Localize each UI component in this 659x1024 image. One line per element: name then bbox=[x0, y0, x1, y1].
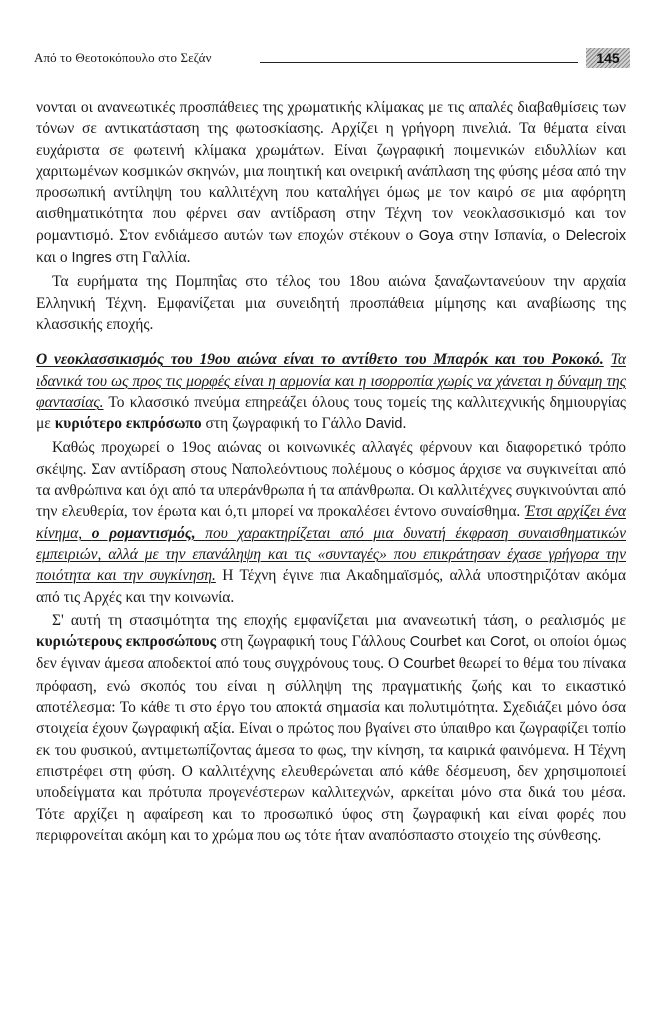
neoclassicism-lead: Ο νεοκλασσικισμός του 19ου αιώνα είναι το αντίθετο του Μπαρόκ και του Ροκοκό. bbox=[36, 351, 604, 369]
header-rule bbox=[260, 62, 578, 63]
paragraph-4: Καθώς προχωρεί ο 19ος αιώνας οι κοινωνικές αλλαγές φέρνουν και διαφορετικό τρόπο σκέψης. Σαν αντίδραση στους Ναπολεόντιους πολέμους ο κόσμος άρχισε να συγκινείται από τα ανθρώπινα και όχι από τα υπεράνθρωπα ή τα απάνθρωπα. Οι καλλιτέχνες συγκινούνται από την ελευθερία, τον έρωτα και ό,τι μπορεί να προκαλέσει έντονο συναίσθημα. Έτσι αρχίζει ένα κίνημα, ο ρομαντισμός, που χαρακτηρίζεται από μια δυνατή έκφραση συναισθηματικών εμπειριών, αλλά με την επανάληψη και τις «συνταγές» που επικράτησαν έχασε γρήγορα την ποιότητα και την συγκίνηση. Η Τέχνη έγινε πια Ακαδημαϊσμός, αλλά υποστηριζόταν ακόμα από τις Αρχές και την κοινωνία. bbox=[36, 439, 627, 606]
paragraph-1: νονται οι ανανεωτικές προσπάθειες της χρωματικής κλίμακας με τις απαλές διαβαθμίσεις των τόνων σε αντικατάσταση της φωτοσκίασης. Αρχίζει η γρήγορη πινελιά. Τα θέματα είναι ευχάριστα σε φωτεινή κλίμακα χρωμάτων. Είναι ζωγραφική ποιμενικών ειδυλλίων και χαριτωμένων κοσμικών σκηνών, μια ποιητική και ονειρική ανάπλαση της φύσης μέσα από την προσωπική αντίληψη του καλλιτέχνη που καταλήγει όμως με τον καιρό σε μια αφόρητη αισθηματικότητα που φέρνει σαν αντίδραση στην Τέχνη τον νεοκλασσικισμό και τον ρομαντισμό. Στον ενδιάμεσο αυτών των εποχών στέκουν ο Goya στην Ισπανία, ο Delecroix και ο Ingres στη Γαλλία. bbox=[36, 99, 626, 267]
name-ingres: Ingres bbox=[71, 250, 112, 267]
name-delecroix: Delecroix bbox=[565, 227, 626, 244]
romanticism-emphasis-1: Έτσι αρχίζει ένα κίνημα, bbox=[36, 503, 626, 542]
romanticism-emphasis-2: που χαρακτηρίζεται από μια δυνατή έκφραση συναισθηματικών εμπειριών, αλλά με την επανάληψη και τις «συνταγές» που επικράτησαν έχασε γρήγορα την ποιότητα και την συγκίνηση. bbox=[36, 524, 627, 585]
body-text bbox=[36, 97, 626, 846]
neoclassicism-emphasis: Τα ιδανικά του ως προς τις μορφές είναι η αρμονία και η ισορροπία χωρίς να χάνεται η δύναμη της φαντασίας. bbox=[36, 351, 626, 411]
name-david: David bbox=[365, 416, 403, 433]
paragraph-5: Σ' αυτή τη στασιμότητα της εποχής εμφανίζεται μια ανανεωτική τάση, ο ρεαλισμός με κυριώτερους εκπροσώπους στη ζωγραφική τους Γάλλους Courbet και Corot, οι οποίοι όμως δεν έγιναν άμεσα αποδεκτοί από τους συγχρόνους τους. Ο Courbet θεωρεί το θέμα του πίνακα πρόφαση, ενώ σκοπός του είναι η σύλληψη της πραγματικής ζωής και το εικαστικό αποτέλεσμα: Το κάθε τι στο έργο του αποκτά σημασία και πολυτιμότητα. Σχεδιάζει μόνο όσα στοιχεία έχουν ζωγραφική αξία. Είναι ο πρώτος που βγαίνει στο ύπαιθρο και ζωγραφίζει τοπίο εκ του φυσικού, αντιμετωπίζοντας άμεσα το φως, την κίνηση, τα καιρικά φαινόμενα. Η Τέχνη επιστρέφει στη φύση. Ο καλλιτέχνης ελευθερώνεται από κάθε δέσμευση, δεν χρησιμοποιεί υποδείγματα και πρότυπα προγενέστερων καλλιτεχνών, αρκείται μόνο στα δικά του μέσα. Τότε αρχίζει η αφαίρεση και το προσωπικό ύφος στη ζωγραφική και είναι φορές που περιφρονείται ακόμη και το χρώμα που ως τότε ήταν αναπόσπαστο στοιχείο της σύνθεσης. bbox=[36, 611, 627, 844]
running-header-title: Από το Θεοτοκόπουλο στο Σεζάν bbox=[34, 50, 212, 65]
running-header bbox=[34, 47, 624, 73]
name-corot: Corot bbox=[489, 634, 526, 651]
page-number: 145 bbox=[586, 48, 630, 68]
romanticism-bold: ο ρομαντισμός, bbox=[91, 524, 196, 542]
paragraph-3: Ο νεοκλασσικισμός του 19ου αιώνα είναι το αντίθετο του Μπαρόκ και του Ροκοκό. Τα ιδανικά του ως προς τις μορφές είναι η αρμονία και η ισορροπία χωρίς να χάνεται η δύναμη της φαντασίας. Το κλασσικό πνεύμα επηρεάζει όλους τους τομείς της καλλιτεχνικής δημιουργίας με κυριότερο εκπρόσωπο στη ζωγραφική το Γάλλο David. bbox=[36, 351, 626, 433]
name-goya: Goya bbox=[418, 227, 454, 244]
paragraph-2: Τα ευρήματα της Πομπηΐας στο τέλος του 18ου αιώνα ξαναζωντανεύουν την αρχαία Ελληνική Τέχνη. Εμφανίζεται μια συνειδητή προσπάθεια μίμησης και αναβίωσης της κλασσικής εποχής. bbox=[36, 273, 626, 333]
name-courbet-2: Courbet bbox=[403, 656, 455, 673]
name-courbet: Courbet bbox=[409, 634, 462, 651]
bold-main-representatives: κυριώτερους εκπροσώπους bbox=[36, 633, 217, 651]
bold-main-representative: κυριότερο εκπρόσωπο bbox=[54, 415, 202, 433]
